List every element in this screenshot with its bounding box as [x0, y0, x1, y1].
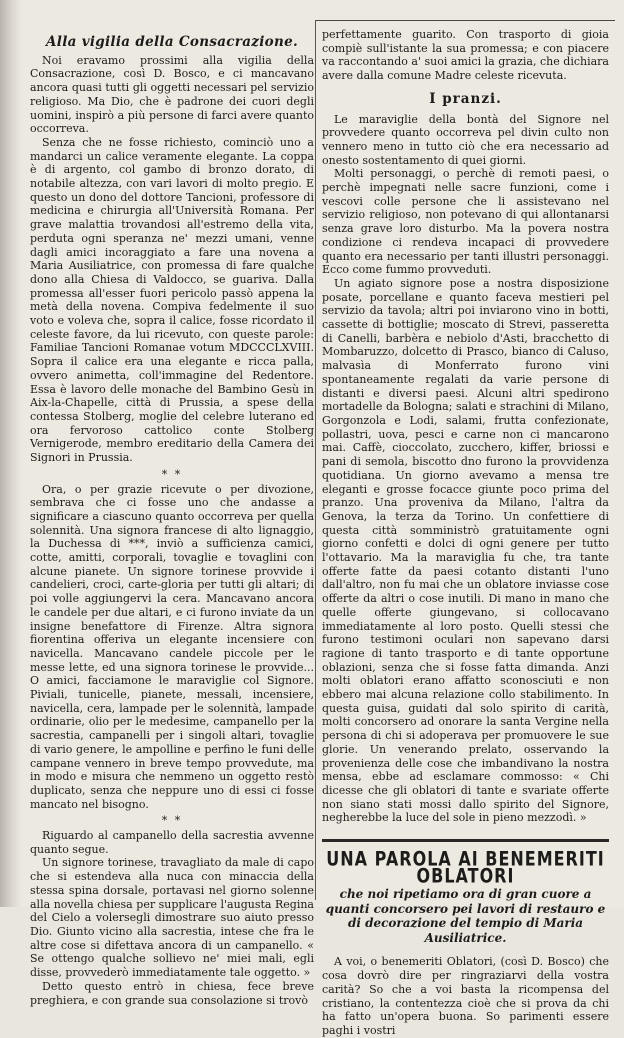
paragraph: Un agiato signore pose a nostra disposizione posate, porcellane e quanto faceva mestieri pel servizio da tavola; altri poi inviarono vino in botti, cassette di bottiglie; moscato di Strevi, passeretta di Canelli, barbèra e nebiolo d'Asti, bracchetto di Mombaruzzo, dolcetto di Prasco, bianco di Caluso, malvasìa di Monferrato furono vini spontaneamente regalati da varie persone di distanti e diversi paesi. Alcuni altri spedirono mortadelle da Bologna; salati e strachini di Milano, Gorgonzola e Lodi, salami, frutta confezionate, pollastri, uova, pesci e carne non ci mancarono mai. Caffè, cioccolato, zucchero, kiffer, briossi e pani di semola, biscotto dno furono la provvidenza quotidiana. Un giorno avevamo a mensa tre eleganti e grosse focacce giunte poco prima del pranzo. Una proveniva da Milano, l'altra da Genova, la terza da Torino. Un confettiere di questa città somministrò gratuitamente ogni giorno confetti e dolci di ogni genere per tutto l'ottavario. Ma la maraviglia fu che, tra tante offerte fatte da paesi cotanto distanti l'uno dall'altro, non fu mai che un oblatore inviasse cose offerte da altri o cose inutili. Di mano in mano che quelle offerte giungevano, si collocavano immediatamente al loro posto. Quelli stessi che furono testimoni oculari non sapevano darsi ragione di tanto trasporto e di tante opportune oblazioni, senza che si fosse fatta dimanda. Anzi molti oblatori erano affatto sconosciuti e non ebbero mai alcuna relazione collo stabilimento. In questa guisa, guidati dal solo spirito di carità, molti concorsero ad onorare la santa Vergine nella persona di chi si adoperava per promuovere le sue glorie. Un venerando prelato, osservando la provenienza delle cose che imbandivano la nostra mensa, ebbe ad esclamare commosso: « Chi dicesse che gli oblatori di tante e svariate offerte non siano stati mossi dallo spirito del Signore, negherebbe la luce del sole in pieno mezzodì. » — [322, 276, 609, 825]
paragraph: perfettamente guarito. Con trasporto di gioia compiè sull'istante la sua promessa; e con piacere va raccontando a' suoi amici la grazia, che dichiara avere dalla comune Madre celeste ricevuta. — [322, 28, 609, 83]
section-title-pranzi: I pranzi. — [429, 90, 502, 107]
section-separator: * * — [161, 467, 183, 481]
paragraph: Senza che ne fosse richiesto, cominciò uno a mandarci un calice veramente elegante. La coppa è di argento, col gambo di bronzo dorato, di notabile altezza, con vari lavori di molto pregio. E questo un dono del dottore Tancioni, professore di medicina e chirurgia all'Università Romana. Per grave malattia trovandosi all'estremo della vita, perduta ogni speranza ne' mezzi umani, venne dagli amici incoraggiato a fare una novena a Maria Ausiliatrice, con promessa di fare qualche dono alla Chiesa di Valdocco, se guariva. Dalla promessa all'esser fuori pericolo passò appena la metà della novena. Compiva fedelmente il suo voto e voleva che, sopra il calice, fosse ricordato il celeste favore, da lui ricevuto, con queste parole: Familiae Tancioni Romanae votum MDCCCLXVIII. Sopra il calice era una elegante e ricca palla, ovvero animetta, coll'immagine del Redentore. Essa è lavoro delle monache del Bambino Gesù in Aix-la-Chapelle, città di Prussia, a spese della contessa Stolberg, moglie del celebre luterano ed ora fervoroso cattolico conte Stolberg Vernigerode, membro ereditario della Camera dei Signori in Prussia. — [30, 135, 314, 465]
section-divider — [322, 839, 609, 842]
paragraph: Detto questo entrò in chiesa, fece breve preghiera, e con grande sua consolazione si trovò — [30, 979, 314, 1007]
left-column — [30, 26, 314, 1007]
right-column — [322, 28, 609, 1037]
paragraph: A voi, o benemeriti Oblatori, (così D. Bosco) che cosa dovrò dire per ringraziarvi della vostra carità? So che a voi basta la ricompensa del cristiano, la contentezza cioè che si prova da chi ha fatto un'opera buona. So parimenti essere paghi i vostri — [322, 955, 609, 1037]
paragraph: Riguardo al campanello della sacrestia avvenne quanto segue. — [30, 829, 314, 856]
big-heading: UNA PAROLA AI BENEMERITI OBLATORI — [326, 847, 605, 887]
paragraph: Molti personaggi, o perchè di remoti paesi, o perchè impegnati nelle sacre funzioni, come i vescovi colle persone che li assistevano nel servizio religioso, non potevano di qui allontanarsi senza grave loro disturbo. Ma la povera nostra condizione ci rendeva incapaci di provvedere quanto era necessario per tanti illustri personaggi. Ecco come fummo provveduti. — [322, 167, 609, 277]
top-rule — [315, 20, 615, 21]
paragraph: Un signore torinese, travagliato da male di capo che si estendeva alla nuca con minaccia della stessa spina dorsale, portavasi nel giorno solenne alla novella chiesa per supplicare l'augusta Regina del Cielo a volersegli dimostrare suo aiuto presso Dio. Giunto vicino alla sacrestia, intese che fra le altre cose si difettava ancora di un campanello. « Se ottengo qualche sollievo ne' miei mali, egli disse, provvederò immediatamente tale oggetto. » — [30, 856, 314, 980]
paragraph: Noi eravamo prossimi alla vigilia della Consacrazione, così D. Bosco, e ci mancavano ancora quasi tutti gli oggetti necessari pel servizio religioso. Ma Dio, che è padrone dei cuori degli uomini, inspirò a più persone di farci avere quanto occorreva. — [30, 53, 314, 136]
section-title-consacrazione: Alla vigilia della Consacrazione. — [46, 34, 298, 50]
section-separator: * * — [161, 814, 183, 828]
sub-heading: che noi ripetiamo ora di gran cuore a quanti concorsero pei lavori di restauro e di decorazione del tempio di Maria Ausiliatrice. — [325, 887, 606, 945]
page-binding-shadow — [0, 0, 22, 907]
column-rule — [315, 20, 316, 900]
paragraph: Le maraviglie della bontà del Signore nel provvedere quanto occorreva pel divin culto non vennero meno in tutto ciò che era necessario ad onesto sostentamento di quei giorni. — [322, 112, 609, 167]
paragraph: Ora, o per grazie ricevute o per divozione, sembrava che ci fosse uno che andasse a significare a ciascuno quanto occorreva per quella solennità. Una signora francese di alto lignaggio, la Duchessa di ***, inviò a sufficienza camici, cotte, amitti, corporali, tovaglie e tovaglini con alcune pianete. Un signore torinese provvide i candelieri, croci, carte-gloria per tutti gli altari; di poi volle aggiungervi la cera. Mancavano ancora le candele per due altari, e ci furono inviate da un insigne benefattore di Firenze. Altra signora fiorentina offeriva un elegante incensiere con navicella. Mancavano candele piccole per le messe lette, ed una signora torinese le provvide... O amici, facciamone le maraviglie col Signore. Piviali, tunicelle, pianete, messali, incensiere, navicella, cera, lampade per le solennità, lampade ordinarie, olio per le medesime, campanello per la sacrestia, campanelli per i singoli altari, tovaglie di vario genere, le ampolline e perfino le funi delle campane vennero in breve tempo provvedute, ma in modo e misura che nemmeno un oggetto restò duplicato, senza che neppure uno di essi ci fosse mancato nel bisogno. — [30, 482, 314, 811]
